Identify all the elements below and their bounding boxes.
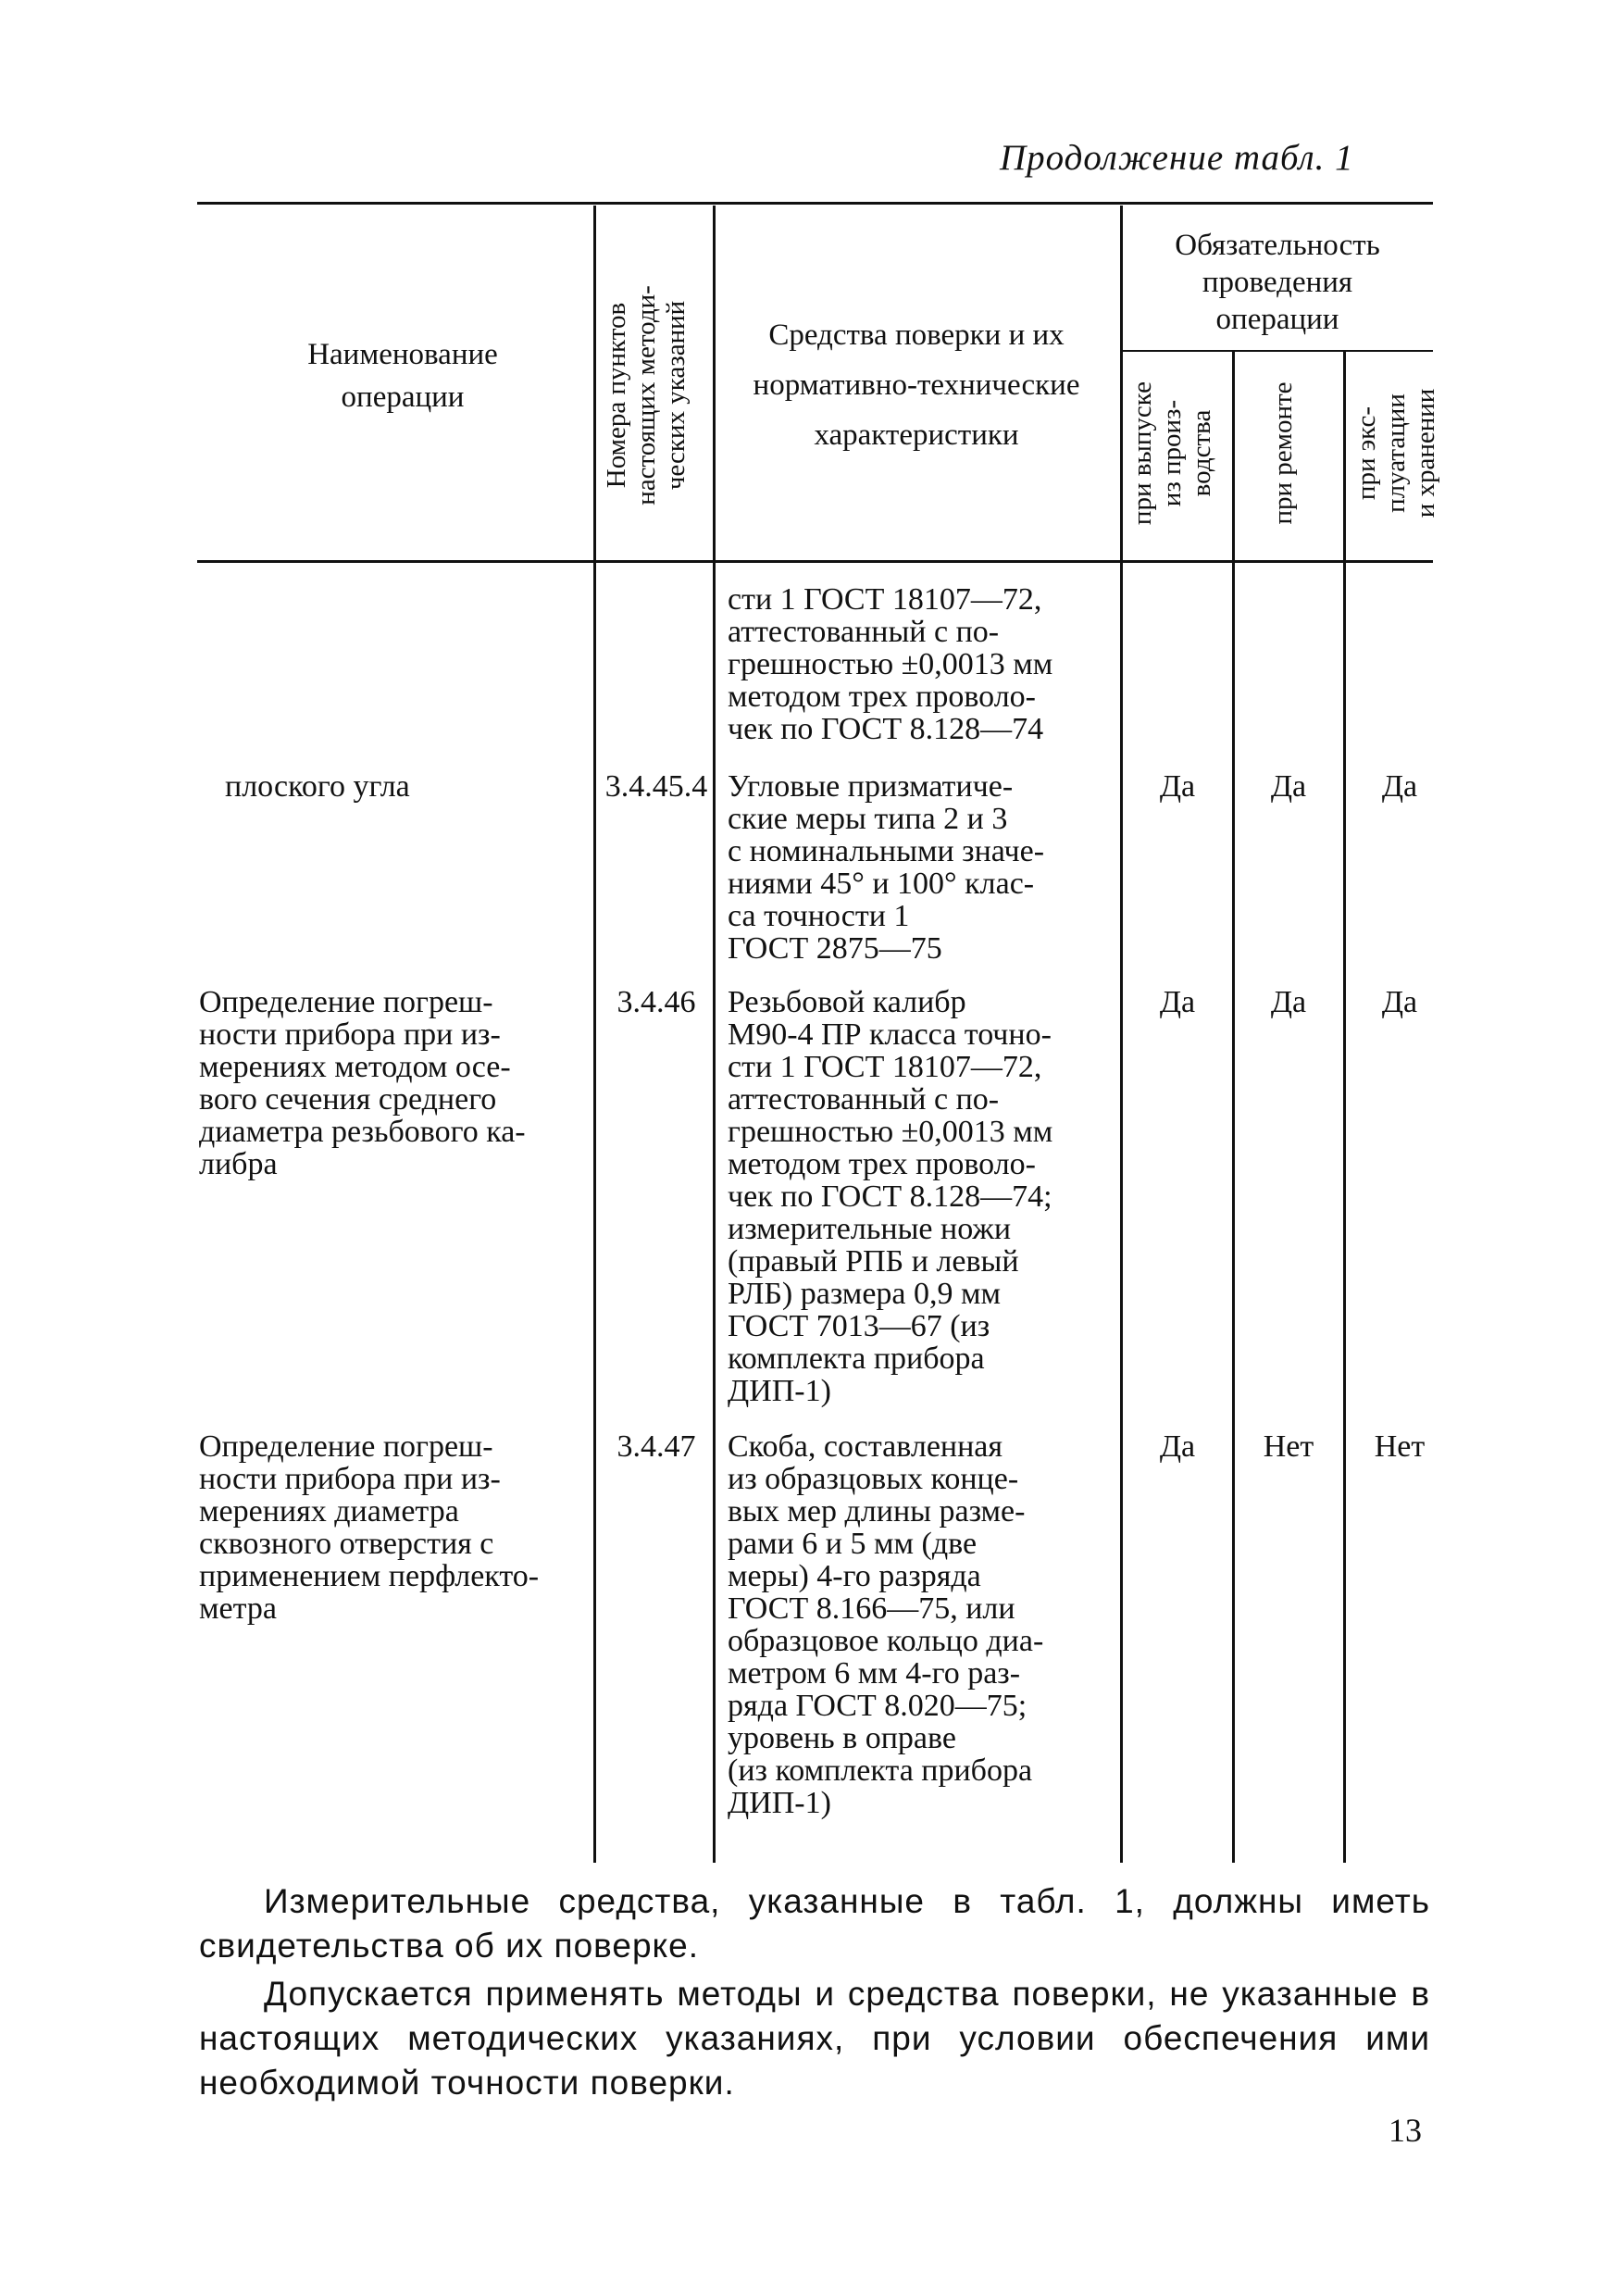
text-line: ниями 45° и 100° клас- — [728, 867, 1035, 901]
text-line: плоского угла — [225, 769, 410, 804]
page-number: 13 — [1389, 2112, 1422, 2149]
text-line: вых мер длины разме- — [728, 1494, 1026, 1529]
text-line: Определение погреш- — [199, 1429, 493, 1464]
text-line: мерениях методом осе- — [199, 1050, 511, 1084]
row-1-at-operation: Да — [1381, 769, 1418, 804]
text-line: аттестованный с по- — [728, 615, 1000, 649]
text-line: Резьбовой калибр — [728, 985, 966, 1019]
column-divider-1 — [593, 206, 596, 1863]
table-top-rule — [197, 202, 1433, 205]
text-line: применением перфлекто- — [199, 1559, 540, 1593]
text-line: мерениях диаметра — [199, 1494, 459, 1529]
text-line: ДИП-1) — [728, 1374, 831, 1408]
header-at-release — [1127, 358, 1216, 548]
row-2-at-release: Да — [1159, 985, 1196, 1019]
row-2-name — [199, 986, 592, 1180]
header-at-operation — [1351, 358, 1440, 548]
row-3-at-repair: Нет — [1263, 1429, 1314, 1464]
row-1-at-release: Да — [1159, 769, 1196, 804]
column-divider-3 — [1120, 206, 1123, 1863]
text-line: (из комплекта прибора — [728, 1753, 1033, 1788]
text-line: ДИП-1) — [728, 1786, 831, 1820]
header-operation-line-2: плуатации — [1381, 393, 1411, 513]
header-means: Средства поверки и их нормативно-технические характеристики — [753, 318, 1080, 452]
header-release-line-2: из произ- — [1157, 399, 1187, 507]
table-caption: Продолжение табл. 1 — [1000, 138, 1354, 178]
row-1-paragraph: 3.4.45.4 — [604, 769, 708, 804]
header-mandatory-group: Обязательность проведения операции — [1175, 229, 1380, 336]
header-paragraph-line-1: Номера пунктов — [602, 302, 631, 489]
text-line: РЛБ) размера 0,9 мм — [728, 1277, 1002, 1311]
text-line: Определение погреш- — [199, 985, 493, 1019]
row-2-means — [728, 986, 1105, 1407]
text-line: с номинальными значе- — [728, 834, 1045, 868]
text-line: са точности 1 — [728, 899, 910, 933]
row-3-name — [199, 1430, 592, 1625]
header-operation-line-1: при экс- — [1351, 406, 1381, 501]
text-line: метра — [199, 1591, 277, 1626]
text-line: метром 6 мм 4-го раз- — [728, 1656, 1021, 1691]
text-line: чек по ГОСТ 8.128—74 — [728, 712, 1044, 746]
row-1-at-repair: Да — [1270, 769, 1307, 804]
header-paragraph-line-2: настоящих методи- — [631, 285, 661, 505]
row-3-means — [728, 1430, 1105, 1819]
row-2-at-operation: Да — [1381, 985, 1418, 1019]
text-line: грешностью ±0,0013 мм — [728, 1115, 1053, 1149]
text-line: методом трех проволо- — [728, 1147, 1036, 1181]
column-divider-5 — [1343, 352, 1346, 1863]
text-line: либра — [199, 1147, 278, 1181]
row-3-paragraph: 3.4.47 — [616, 1429, 696, 1464]
text-line: диаметра резьбового ка- — [199, 1115, 526, 1149]
text-line: сти 1 ГОСТ 18107—72, — [728, 1050, 1042, 1084]
header-at-repair — [1268, 358, 1298, 548]
column-divider-4 — [1232, 352, 1235, 1863]
header-operation-line-3: и хранении — [1411, 388, 1440, 518]
header-bottom-rule — [197, 560, 1433, 563]
header-release-line-3: водства — [1187, 409, 1216, 497]
header-paragraph-numbers — [602, 243, 691, 548]
continued-means-cell — [728, 583, 1105, 745]
row-2-at-repair: Да — [1270, 985, 1307, 1019]
text-line: (правый РПБ и левый — [728, 1244, 1019, 1279]
text-line: чек по ГОСТ 8.128—74; — [728, 1179, 1052, 1214]
row-3-at-operation: Нет — [1374, 1429, 1426, 1464]
text-line: ГОСТ 7013—67 (из — [728, 1309, 990, 1343]
text-line: образцовое кольцо диа- — [728, 1624, 1044, 1658]
column-divider-2 — [713, 206, 716, 1863]
footer-paragraph-1: Измерительные средства, указанные в табл. 1, должны иметь свидетельства об их поверке. — [199, 1882, 1430, 1965]
text-line: Скоба, составленная — [728, 1429, 1003, 1464]
row-1-means — [728, 770, 1105, 965]
row-1-name — [225, 770, 618, 803]
header-repair-line-1: при ремонте — [1268, 381, 1298, 525]
text-line: ряда ГОСТ 8.020—75; — [728, 1689, 1027, 1723]
text-line: аттестованный с по- — [728, 1082, 1000, 1117]
text-line: ности прибора при из- — [199, 1462, 501, 1496]
text-line: измерительные ножи — [728, 1212, 1012, 1246]
footer-paragraph-2: Допускается применять методы и средства поверки, не указанные в настоящих методических указаниях, при условии обеспечения ими необходимой точности поверки. — [199, 1975, 1430, 2102]
row-2-paragraph: 3.4.46 — [616, 985, 696, 1019]
header-paragraph-line-3: ческих указаний — [661, 300, 691, 491]
text-line: вого сечения среднего — [199, 1082, 497, 1117]
row-3-at-release: Да — [1159, 1429, 1196, 1464]
text-line: М90-4 ПР класса точно- — [728, 1017, 1052, 1052]
text-line: Угловые призматиче- — [728, 769, 1014, 804]
text-line: методом трех проволо- — [728, 680, 1036, 714]
header-operation-name: Наименование операции — [307, 338, 498, 414]
text-line: уровень в оправе — [728, 1721, 956, 1755]
text-line: меры) 4-го разряда — [728, 1559, 981, 1593]
text-line: грешностью ±0,0013 мм — [728, 647, 1053, 681]
text-line: сти 1 ГОСТ 18107—72, — [728, 582, 1042, 617]
text-line: сквозного отверстия с — [199, 1527, 494, 1561]
text-line: ГОСТ 8.166—75, или — [728, 1591, 1015, 1626]
mandatory-group-rule — [1123, 350, 1433, 352]
text-line: рами 6 и 5 мм (две — [728, 1527, 978, 1561]
text-line: ские меры типа 2 и 3 — [728, 802, 1008, 836]
text-line: комплекта прибора — [728, 1341, 985, 1376]
text-line: ГОСТ 2875—75 — [728, 931, 942, 966]
text-line: из образцовых конце- — [728, 1462, 1019, 1496]
text-line: ности прибора при из- — [199, 1017, 501, 1052]
header-release-line-1: при выпуске — [1127, 381, 1157, 526]
